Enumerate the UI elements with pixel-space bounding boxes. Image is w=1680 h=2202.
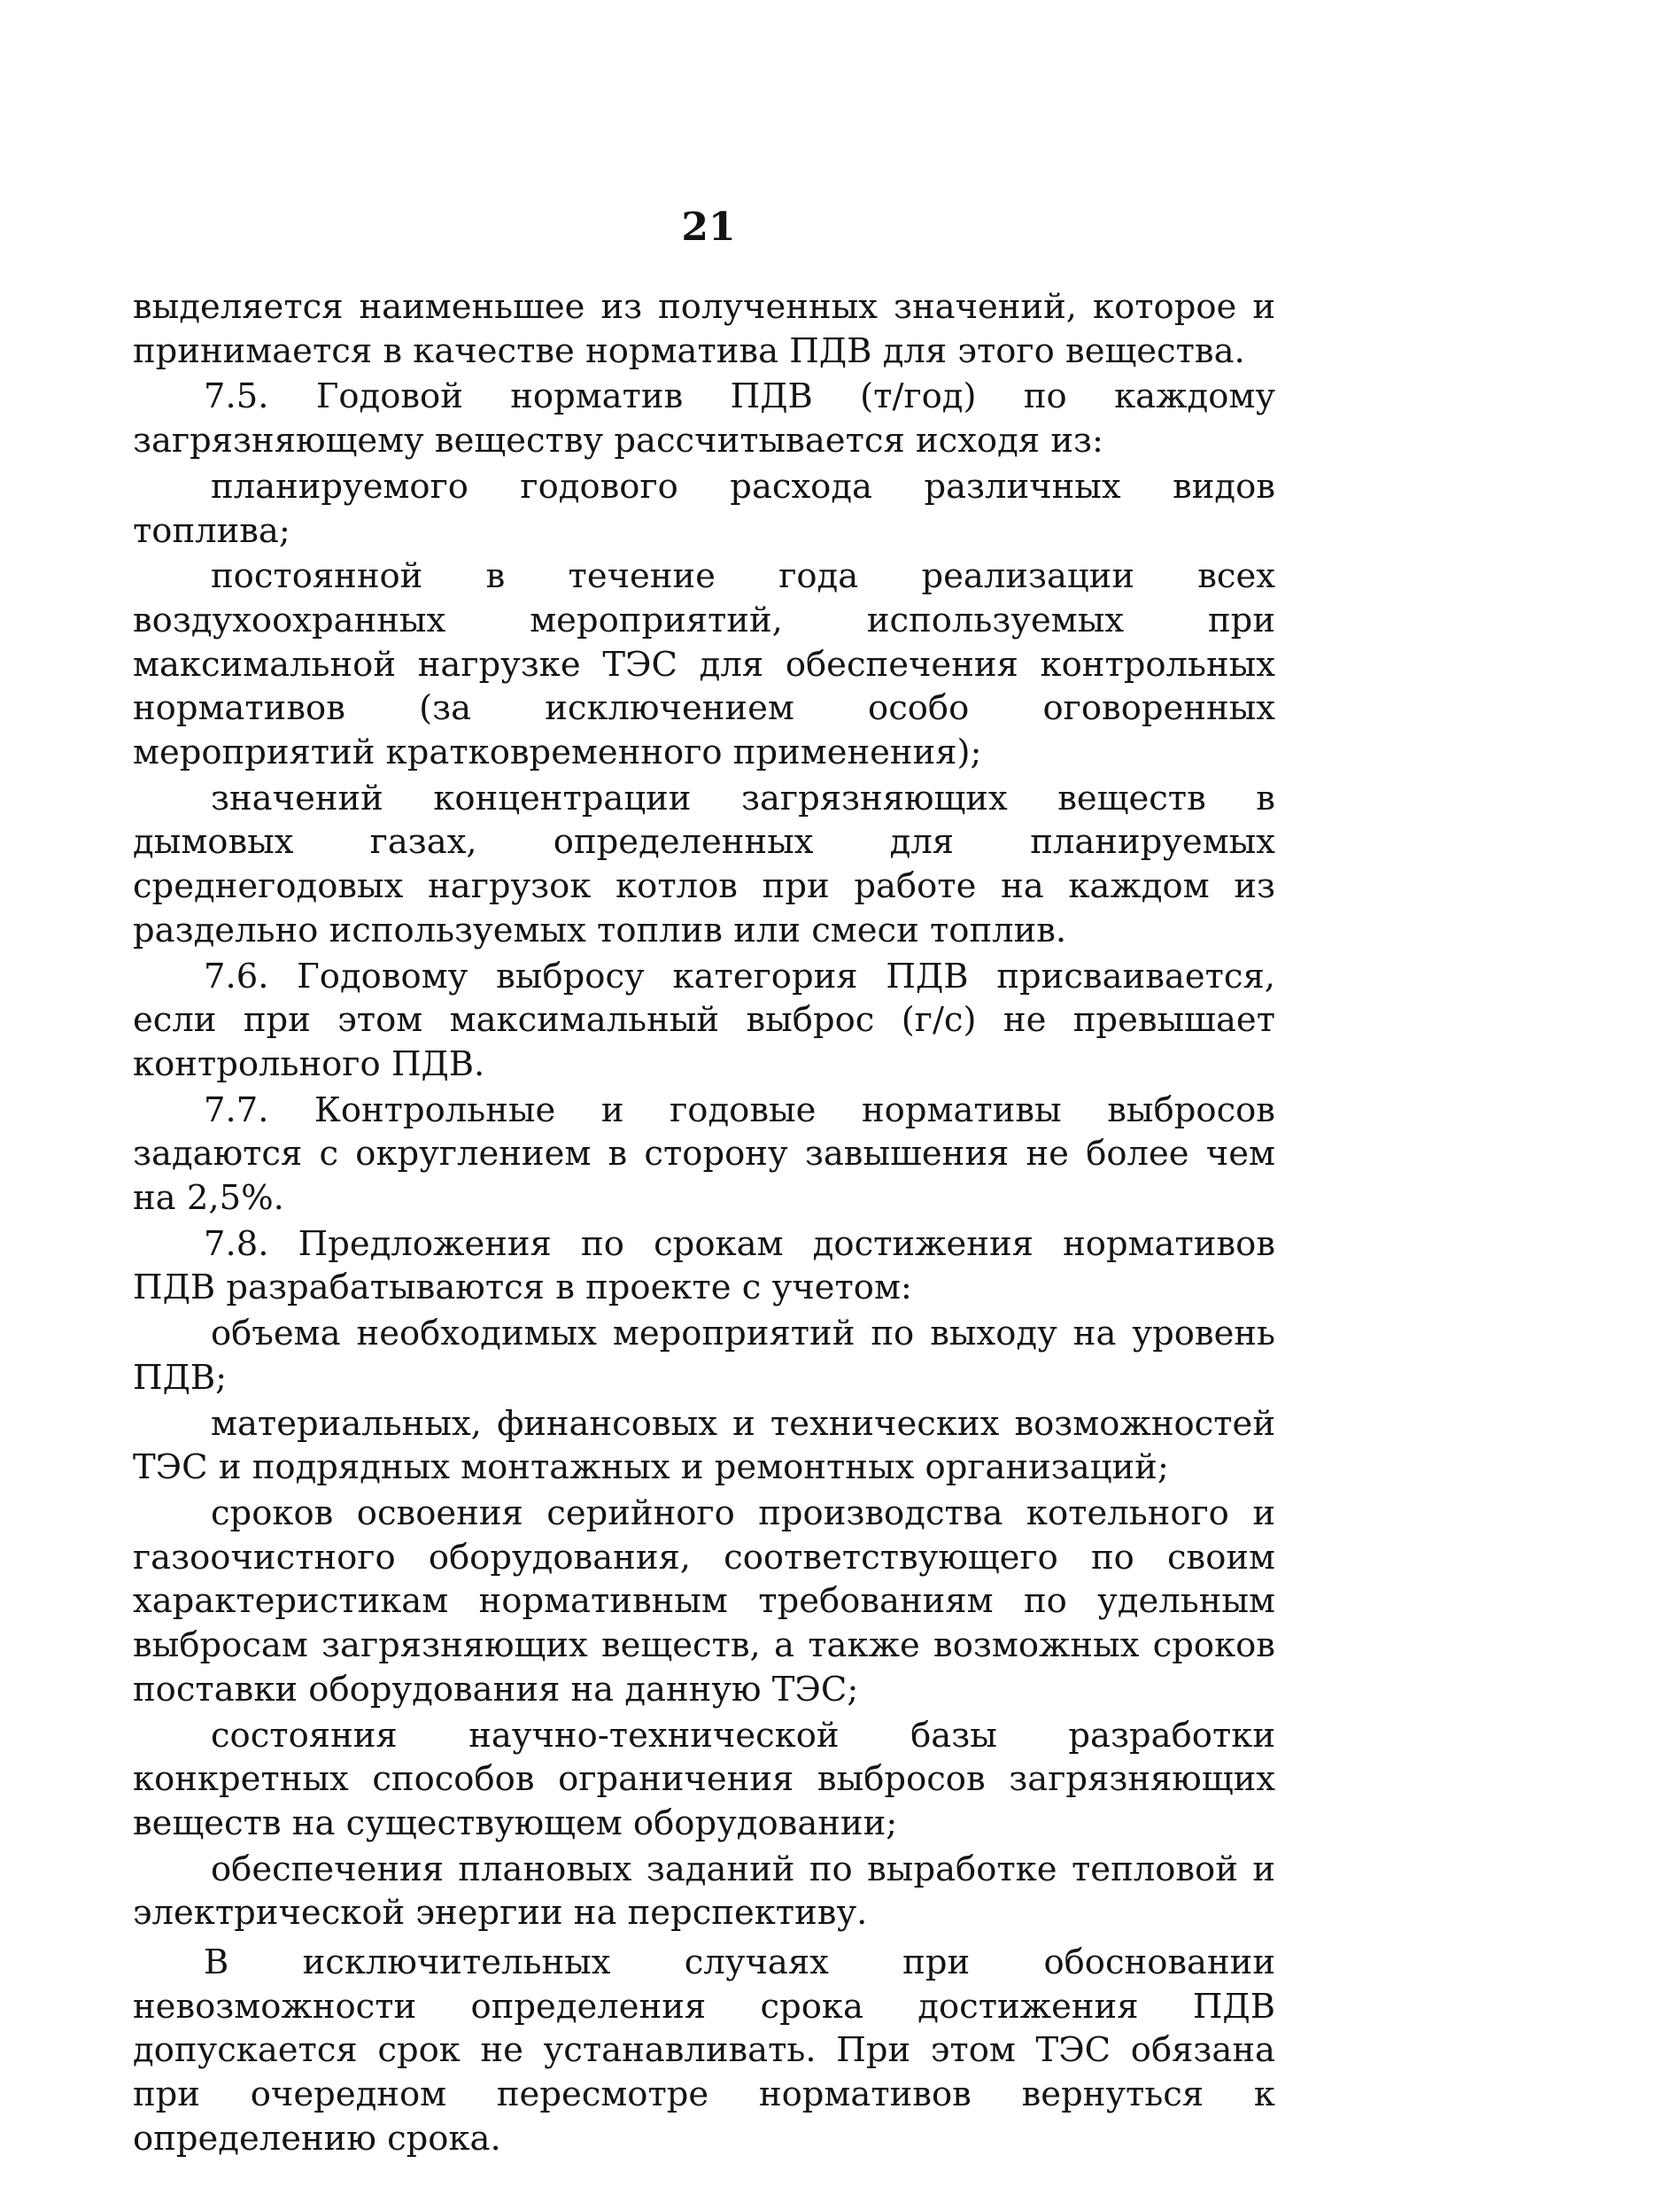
page-number: 21 (681, 205, 736, 250)
paragraph-exceptional-cases: В исключительных случаях при обосновании невозможности определения срока достижения ПДВ допускается срок не устанавливать. При этом ТЭС обязана при очередном пересмотре нормативов вернуться к определению срока. (133, 1942, 1275, 2159)
list-item-air-protection-measures: постоянной в течение года реализации всех воздухоохранных мероприятий, используемых при максимальной нагрузке ТЭС для обеспечения контрольных нормативов (за исключением особо оговоренных мероприятий кратковременного применения); (133, 556, 1275, 773)
document-body (133, 285, 1275, 2163)
list-item-measures-volume: объема необходимых мероприятий по выходу на уровень ПДВ; (133, 1314, 1275, 1398)
list-item-resources: материальных, финансовых и технических возможностей ТЭС и подрядных монтажных и ремонтных организаций; (133, 1403, 1275, 1488)
paragraph-continuation: выделяется наименьшее из полученных значений, которое и принимается в качестве норматива ПДВ для этого вещества. (133, 287, 1275, 371)
list-item-production-terms: сроков освоения серийного производства котельного и газоочистного оборудования, соответствующего по своим характеристикам нормативным требованиям по удельным выбросам загрязняющих веществ, а также возможных сроков поставки оборудования на данную ТЭС; (133, 1493, 1275, 1710)
paragraph-7-8: 7.8. Предложения по срокам достижения нормативов ПДВ разрабатываются в проекте с учетом: (133, 1223, 1275, 1308)
paragraph-7-6: 7.6. Годовому выбросу категория ПДВ присваивается, если при этом максимальный выброс (г/с) не превышает контрольного ПДВ. (133, 956, 1275, 1084)
list-item-planned-tasks: обеспечения плановых заданий по выработке тепловой и электрической энергии на перспективу. (133, 1849, 1275, 1934)
paragraph-7-5: 7.5. Годовой норматив ПДВ (т/год) по каждому загрязняющему веществу рассчитывается исходя из: (133, 376, 1275, 461)
paragraph-7-7: 7.7. Контрольные и годовые нормативы выбросов задаются с округлением в сторону завышения не более чем на 2,5%. (133, 1089, 1275, 1219)
list-item-fuel-consumption: планируемого годового расхода различных видов топлива; (133, 466, 1275, 551)
list-item-pollutant-concentrations: значений концентрации загрязняющих веществ в дымовых газах, определенных для планируемых среднегодовых нагрузок котлов при работе на каждом из раздельно используемых топлив или смеси топлив. (133, 778, 1275, 950)
list-item-scientific-base: состояния научно-технической базы разработки конкретных способов ограничения выбросов загрязняющих веществ на существующем оборудовании; (133, 1715, 1275, 1843)
